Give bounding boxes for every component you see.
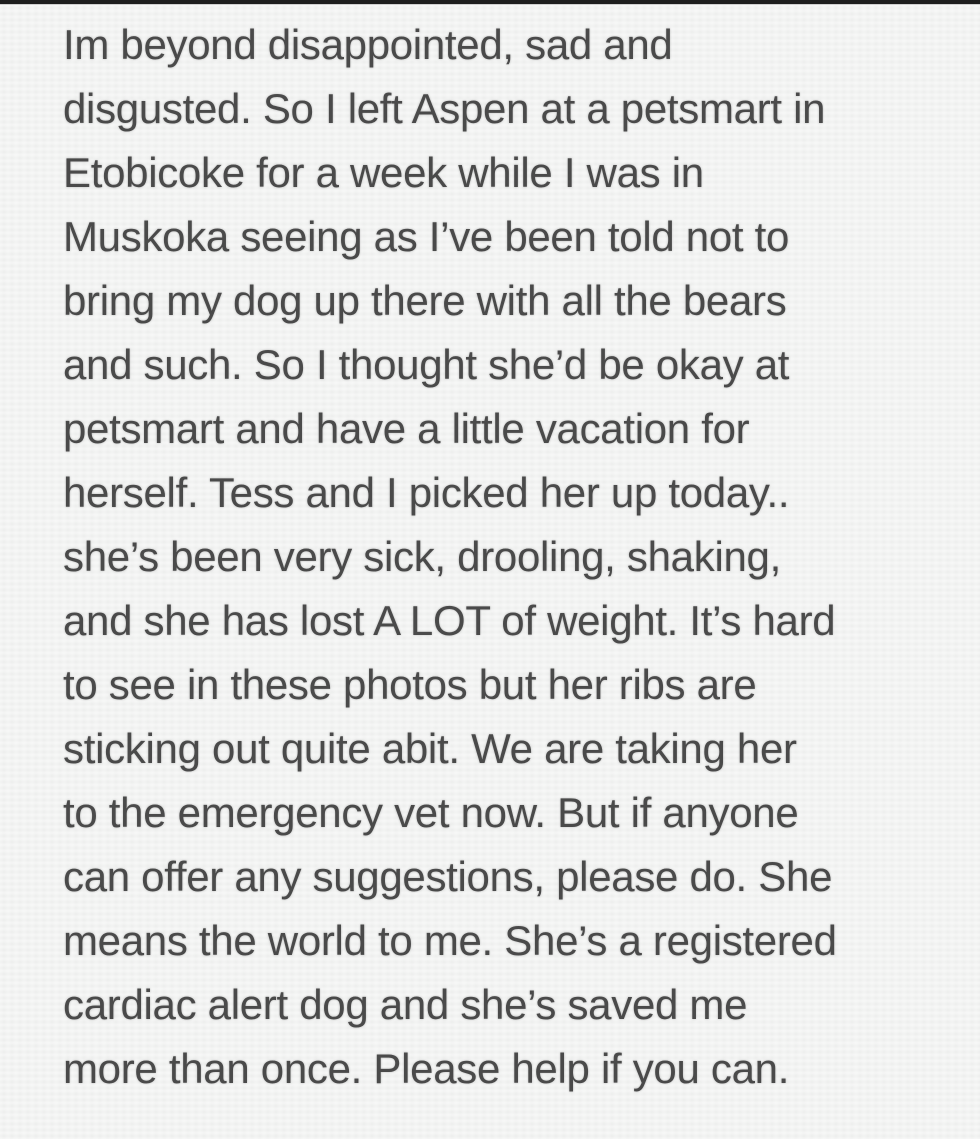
text-line: bring my dog up there with all the bears: [63, 277, 787, 324]
text-line: Muskoka seeing as I’ve been told not to: [63, 213, 790, 260]
text-line: to the emergency vet now. But if anyone: [63, 789, 799, 836]
text-line: can offer any suggestions, please do. She: [63, 853, 833, 900]
post-text: [63, 13, 960, 1101]
text-line: she’s been very sick, drooling, shaking,: [63, 533, 781, 580]
text-line: disgusted. So I left Aspen at a petsmart in: [63, 85, 826, 132]
text-line: Im beyond disappointed, sad and: [63, 21, 673, 68]
text-line: herself. Tess and I picked her up today..: [63, 469, 790, 516]
text-line: means the world to me. She’s a registered: [63, 917, 837, 964]
text-line: to see in these photos but her ribs are: [63, 661, 757, 708]
top-border-bar: [0, 0, 980, 5]
text-line: and she has lost A LOT of weight. It’s hard: [63, 597, 836, 644]
text-line: petsmart and have a little vacation for: [63, 405, 750, 452]
text-line: more than once. Please help if you can.: [63, 1045, 790, 1092]
text-line: Etobicoke for a week while I was in: [63, 149, 704, 196]
text-line: and such. So I thought she’d be okay at: [63, 341, 790, 388]
text-line: cardiac alert dog and she’s saved me: [63, 981, 748, 1028]
text-line: sticking out quite abit. We are taking her: [63, 725, 797, 772]
